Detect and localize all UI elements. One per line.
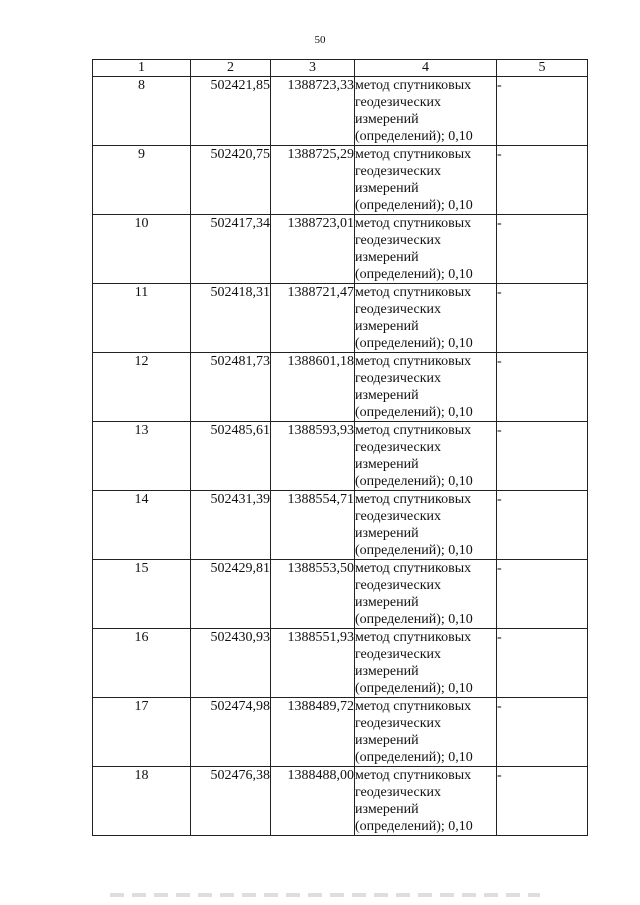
- note-cell: -: [497, 215, 588, 284]
- y-coordinate-cell: 1388551,93: [271, 629, 355, 698]
- method-line: измерений: [355, 112, 419, 127]
- table-row: [93, 146, 588, 215]
- point-number-cell: 11: [93, 284, 191, 353]
- method-line: метод спутниковых: [355, 630, 472, 645]
- point-number-cell: 18: [93, 767, 191, 836]
- method-line: метод спутниковых: [355, 78, 472, 93]
- point-number-cell: 16: [93, 629, 191, 698]
- method-cell: [355, 422, 497, 491]
- method-line: геодезических: [355, 785, 442, 800]
- coordinates-table: [92, 59, 588, 836]
- method-cell: [355, 284, 497, 353]
- method-line: геодезических: [355, 95, 442, 110]
- table-header-row: [93, 60, 588, 77]
- y-coordinate-cell: 1388554,71: [271, 491, 355, 560]
- y-coordinate-cell: 1388601,18: [271, 353, 355, 422]
- method-line: измерений: [355, 733, 419, 748]
- note-cell: -: [497, 422, 588, 491]
- note-cell: -: [497, 560, 588, 629]
- method-line: измерений: [355, 181, 419, 196]
- method-line: (определений); 0,10: [355, 336, 473, 351]
- method-line: метод спутниковых: [355, 285, 472, 300]
- column-header: 3: [271, 60, 355, 77]
- note-cell: -: [497, 698, 588, 767]
- method-line: измерений: [355, 664, 419, 679]
- method-line: измерений: [355, 526, 419, 541]
- x-coordinate-cell: 502420,75: [191, 146, 271, 215]
- method-line: геодезических: [355, 578, 442, 593]
- table-row: [93, 284, 588, 353]
- method-line: геодезических: [355, 509, 442, 524]
- x-coordinate-cell: 502421,85: [191, 77, 271, 146]
- method-cell: [355, 698, 497, 767]
- method-line: измерений: [355, 319, 419, 334]
- method-line: (определений); 0,10: [355, 681, 473, 696]
- note-cell: -: [497, 767, 588, 836]
- method-cell: [355, 353, 497, 422]
- method-line: метод спутниковых: [355, 354, 472, 369]
- method-line: метод спутниковых: [355, 561, 472, 576]
- column-header: 2: [191, 60, 271, 77]
- x-coordinate-cell: 502474,98: [191, 698, 271, 767]
- method-line: (определений); 0,10: [355, 474, 473, 489]
- point-number-cell: 15: [93, 560, 191, 629]
- point-number-cell: 14: [93, 491, 191, 560]
- method-line: (определений); 0,10: [355, 819, 473, 834]
- method-line: геодезических: [355, 440, 442, 455]
- method-line: геодезических: [355, 164, 442, 179]
- method-line: метод спутниковых: [355, 147, 472, 162]
- point-number-cell: 17: [93, 698, 191, 767]
- method-line: геодезических: [355, 302, 442, 317]
- x-coordinate-cell: 502429,81: [191, 560, 271, 629]
- method-line: метод спутниковых: [355, 216, 472, 231]
- table-row: [93, 491, 588, 560]
- table-row: [93, 422, 588, 491]
- x-coordinate-cell: 502430,93: [191, 629, 271, 698]
- method-cell: [355, 77, 497, 146]
- y-coordinate-cell: 1388723,33: [271, 77, 355, 146]
- y-coordinate-cell: 1388553,50: [271, 560, 355, 629]
- method-line: (определений); 0,10: [355, 543, 473, 558]
- table-row: [93, 77, 588, 146]
- note-cell: -: [497, 491, 588, 560]
- column-header: 4: [355, 60, 497, 77]
- method-line: метод спутниковых: [355, 699, 472, 714]
- point-number-cell: 12: [93, 353, 191, 422]
- table-row: [93, 215, 588, 284]
- method-line: измерений: [355, 457, 419, 472]
- table-row: [93, 560, 588, 629]
- note-cell: -: [497, 284, 588, 353]
- method-line: (определений); 0,10: [355, 198, 473, 213]
- y-coordinate-cell: 1388725,29: [271, 146, 355, 215]
- x-coordinate-cell: 502485,61: [191, 422, 271, 491]
- method-line: (определений); 0,10: [355, 750, 473, 765]
- column-header: 1: [93, 60, 191, 77]
- x-coordinate-cell: 502417,34: [191, 215, 271, 284]
- point-number-cell: 10: [93, 215, 191, 284]
- method-line: измерений: [355, 388, 419, 403]
- y-coordinate-cell: 1388723,01: [271, 215, 355, 284]
- note-cell: -: [497, 77, 588, 146]
- point-number-cell: 13: [93, 422, 191, 491]
- method-line: метод спутниковых: [355, 492, 472, 507]
- method-line: геодезических: [355, 233, 442, 248]
- point-number-cell: 9: [93, 146, 191, 215]
- y-coordinate-cell: 1388593,93: [271, 422, 355, 491]
- y-coordinate-cell: 1388721,47: [271, 284, 355, 353]
- table-row: [93, 353, 588, 422]
- y-coordinate-cell: 1388489,72: [271, 698, 355, 767]
- x-coordinate-cell: 502476,38: [191, 767, 271, 836]
- method-line: (определений); 0,10: [355, 405, 473, 420]
- method-line: геодезических: [355, 371, 442, 386]
- table-row: [93, 767, 588, 836]
- method-cell: [355, 560, 497, 629]
- method-line: (определений); 0,10: [355, 612, 473, 627]
- method-line: геодезических: [355, 716, 442, 731]
- method-line: измерений: [355, 250, 419, 265]
- method-cell: [355, 629, 497, 698]
- method-cell: [355, 215, 497, 284]
- method-line: (определений); 0,10: [355, 129, 473, 144]
- method-cell: [355, 491, 497, 560]
- method-line: геодезических: [355, 647, 442, 662]
- table-row: [93, 629, 588, 698]
- x-coordinate-cell: 502481,73: [191, 353, 271, 422]
- method-cell: [355, 767, 497, 836]
- scan-artifact: [110, 893, 540, 897]
- y-coordinate-cell: 1388488,00: [271, 767, 355, 836]
- note-cell: -: [497, 353, 588, 422]
- page-number: 50: [314, 34, 326, 46]
- table-row: [93, 698, 588, 767]
- column-header: 5: [497, 60, 588, 77]
- method-line: метод спутниковых: [355, 768, 472, 783]
- point-number-cell: 8: [93, 77, 191, 146]
- x-coordinate-cell: 502418,31: [191, 284, 271, 353]
- x-coordinate-cell: 502431,39: [191, 491, 271, 560]
- method-line: (определений); 0,10: [355, 267, 473, 282]
- note-cell: -: [497, 629, 588, 698]
- note-cell: -: [497, 146, 588, 215]
- method-cell: [355, 146, 497, 215]
- method-line: измерений: [355, 802, 419, 817]
- method-line: измерений: [355, 595, 419, 610]
- method-line: метод спутниковых: [355, 423, 472, 438]
